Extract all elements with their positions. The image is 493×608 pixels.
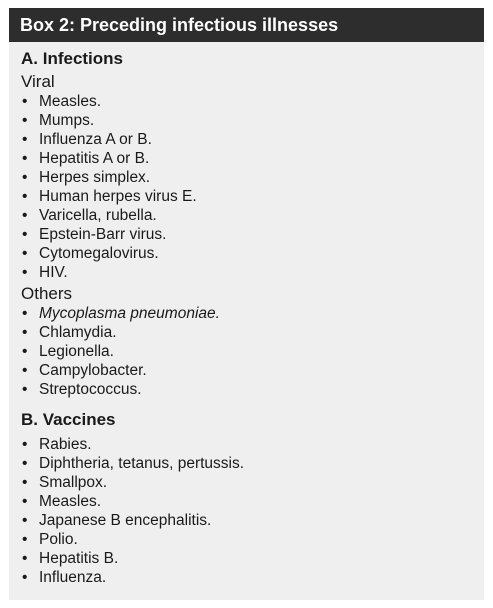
list-item bbox=[21, 454, 476, 473]
bullet: • bbox=[22, 226, 28, 243]
list-item-text: Hepatitis A or B. bbox=[39, 150, 150, 167]
list-item-text: Campylobacter. bbox=[39, 362, 147, 379]
box-title: Box 2: Preceding infectious illnesses bbox=[9, 8, 484, 42]
list-item-text: Measles. bbox=[39, 493, 102, 510]
list-item-text: Polio. bbox=[39, 531, 78, 548]
list-item bbox=[21, 149, 476, 168]
list-item-text: Japanese B encephalitis. bbox=[39, 512, 212, 529]
list-item bbox=[21, 435, 476, 454]
list-item bbox=[21, 225, 476, 244]
list-item bbox=[21, 92, 476, 111]
bullet: • bbox=[22, 150, 28, 167]
viral-list bbox=[21, 92, 476, 282]
list-item-text: Smallpox. bbox=[39, 474, 108, 491]
list-item bbox=[21, 168, 476, 187]
bullet: • bbox=[22, 362, 28, 379]
list-item bbox=[21, 111, 476, 130]
bullet: • bbox=[22, 169, 28, 186]
list-item bbox=[21, 511, 476, 530]
list-item bbox=[21, 342, 476, 361]
list-item bbox=[21, 492, 476, 511]
bullet: • bbox=[22, 112, 28, 129]
list-item-text: Mumps. bbox=[39, 112, 95, 129]
section-heading-infections: A. Infections bbox=[21, 49, 124, 68]
bullet: • bbox=[22, 569, 28, 586]
list-item-text: Human herpes virus E. bbox=[39, 188, 197, 205]
list-item-text: Varicella, rubella. bbox=[39, 207, 157, 224]
bullet: • bbox=[22, 455, 28, 472]
list-item bbox=[21, 244, 476, 263]
list-item bbox=[21, 323, 476, 342]
bullet: • bbox=[22, 531, 28, 548]
list-item-text: Epstein-Barr virus. bbox=[39, 226, 167, 243]
bullet: • bbox=[22, 436, 28, 453]
list-item-text: Influenza. bbox=[39, 569, 107, 586]
list-item bbox=[21, 473, 476, 492]
list-item bbox=[21, 130, 476, 149]
list-item-text: Legionella. bbox=[39, 343, 114, 360]
list-item-text: Influenza A or B. bbox=[39, 131, 152, 148]
bullet: • bbox=[22, 474, 28, 491]
bullet: • bbox=[22, 343, 28, 360]
vaccines-list bbox=[21, 435, 476, 587]
list-item bbox=[21, 304, 476, 323]
bullet: • bbox=[22, 93, 28, 110]
bullet: • bbox=[22, 381, 28, 398]
list-item-text: Rabies. bbox=[39, 436, 92, 453]
box-content bbox=[21, 48, 476, 587]
list-item-text: Herpes simplex. bbox=[39, 169, 151, 186]
list-item bbox=[21, 361, 476, 380]
list-item-text: Cytomegalovirus. bbox=[39, 245, 159, 262]
list-item-text: Mycoplasma pneumoniae. bbox=[39, 305, 220, 322]
bullet: • bbox=[22, 550, 28, 567]
list-item-text: Streptococcus. bbox=[39, 381, 142, 398]
list-item bbox=[21, 549, 476, 568]
list-item bbox=[21, 206, 476, 225]
others-list bbox=[21, 304, 476, 399]
subheading-viral: Viral bbox=[21, 72, 55, 91]
subheading-others: Others bbox=[21, 284, 73, 303]
list-item bbox=[21, 530, 476, 549]
bullet: • bbox=[22, 493, 28, 510]
bullet: • bbox=[22, 264, 28, 281]
list-item-text: Diphtheria, tetanus, pertussis. bbox=[39, 455, 245, 472]
bullet: • bbox=[22, 324, 28, 341]
bullet: • bbox=[22, 512, 28, 529]
list-item-text: HIV. bbox=[39, 264, 68, 281]
list-item bbox=[21, 263, 476, 282]
list-item-text: Measles. bbox=[39, 93, 102, 110]
list-item bbox=[21, 568, 476, 587]
bullet: • bbox=[22, 131, 28, 148]
bullet: • bbox=[22, 305, 28, 322]
list-item-text: Hepatitis B. bbox=[39, 550, 119, 567]
info-box bbox=[9, 8, 484, 600]
bullet: • bbox=[22, 207, 28, 224]
bullet: • bbox=[22, 188, 28, 205]
list-item bbox=[21, 187, 476, 206]
list-item bbox=[21, 380, 476, 399]
list-item-text: Chlamydia. bbox=[39, 324, 117, 341]
section-heading-vaccines: B. Vaccines bbox=[21, 410, 116, 429]
bullet: • bbox=[22, 245, 28, 262]
